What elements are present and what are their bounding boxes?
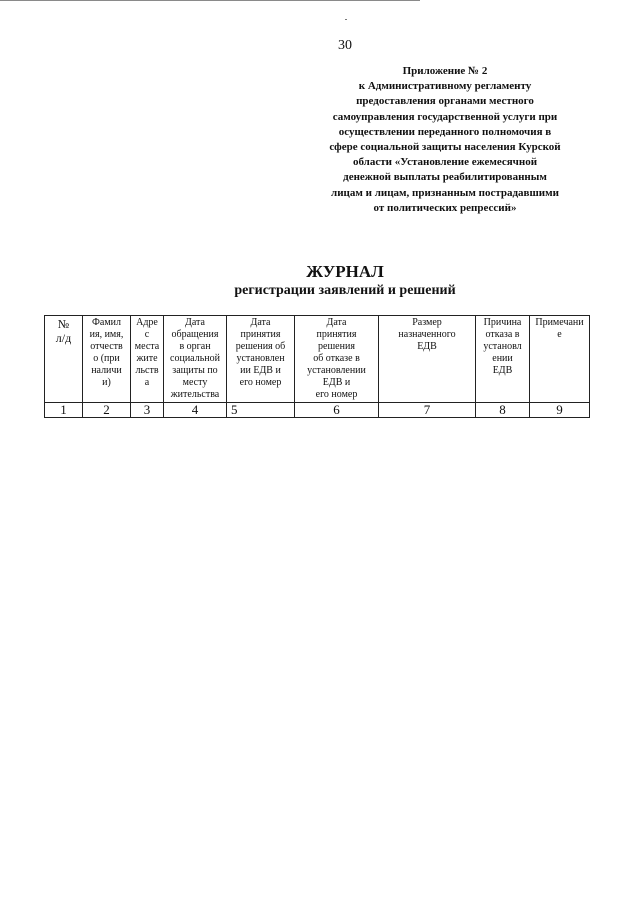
- journal-table: [44, 315, 590, 418]
- document-title: ЖУРНАЛ: [306, 262, 384, 281]
- column-number-cell: 2: [83, 403, 131, 418]
- appendix-line: лицам и лицам, признанным пострадавшими: [331, 186, 559, 199]
- appendix-line: к Административному регламенту: [358, 80, 532, 93]
- appendix-line: самоуправления государственной услуги при: [332, 110, 558, 123]
- header-cell-address: Адре с места жите льств а: [131, 316, 164, 403]
- header-cell-full-name: Фамил ия, имя, отчеств о (при наличи и): [83, 316, 131, 403]
- column-number-row: [45, 403, 590, 418]
- header-cell-approval-decision: Дата принятия решения об установлен ии ЕДВ и его номер: [227, 316, 295, 403]
- header-cell-refusal-decision: Дата принятия решения об отказе в установлении ЕДВ и его номер: [295, 316, 379, 403]
- column-number-cell: 3: [131, 403, 164, 418]
- header-cell-application-date: Дата обращения в орган социальной защиты по месту жительства: [164, 316, 227, 403]
- appendix-line: от политических репрессий»: [373, 201, 517, 214]
- column-number-cell: 5: [227, 403, 295, 418]
- scan-speck: [345, 19, 347, 20]
- header-cell-record-number: № л/д: [45, 316, 83, 403]
- header-cell-notes: Примечани е: [530, 316, 590, 403]
- header-cell-refusal-reason: Причина отказа в установл ении ЕДВ: [476, 316, 530, 403]
- document-subtitle: регистрации заявлений и решений: [234, 283, 456, 298]
- scan-edge-line: [0, 0, 420, 1]
- column-number-cell: 7: [379, 403, 476, 418]
- column-number-cell: 4: [164, 403, 227, 418]
- header-row: [45, 316, 590, 403]
- header-cell-payment-amount: Размер назначенного ЕДВ: [379, 316, 476, 403]
- appendix-line: осуществлении переданного полномочия в: [338, 125, 552, 138]
- column-number-cell: 6: [295, 403, 379, 418]
- appendix-line: области «Установление ежемесячной: [352, 156, 538, 169]
- column-number-cell: 1: [45, 403, 83, 418]
- appendix-line: предоставления органами местного: [356, 95, 534, 108]
- appendix-block: [300, 64, 590, 216]
- column-number-cell: 8: [476, 403, 530, 418]
- appendix-line: денежной выплаты реабилитированным: [343, 171, 547, 184]
- page-number: 30: [338, 38, 352, 53]
- column-number-cell: 9: [530, 403, 590, 418]
- appendix-line: Приложение № 2: [402, 65, 488, 77]
- appendix-line: сфере социальной защиты населения Курской: [329, 141, 561, 154]
